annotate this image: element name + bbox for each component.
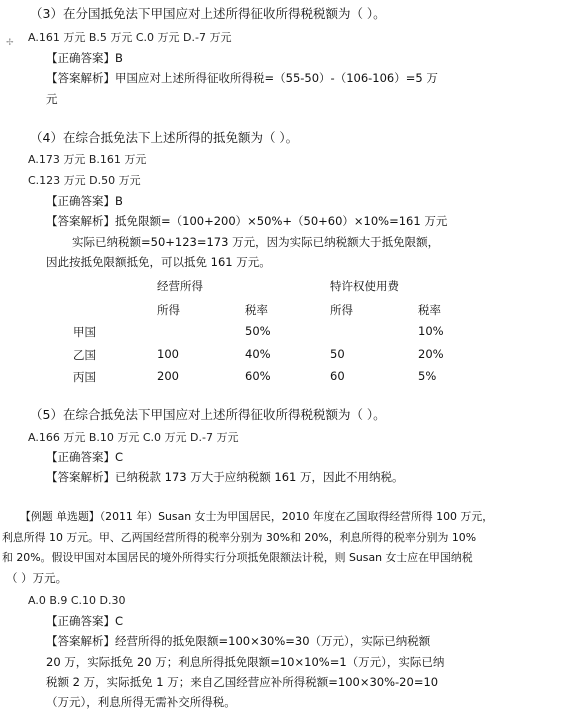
table-cell: 40% [245, 347, 271, 361]
question-3-analysis: 【答案解析】甲国应对上述所得征收所得税=（55-50）-（106-106）=5 万 [46, 71, 438, 85]
question-3: （3）在分国抵免法下甲国应对上述所得征收所得税税额为（ ）。 [30, 6, 386, 21]
example-options: A.0 B.9 C.10 D.30 [28, 594, 126, 607]
example-analysis-cont-2: 税额 2 万，实际抵免 1 万；来自乙国经营应补所得税额=100×30%-20=10 [46, 675, 439, 689]
table-row-country: 乙国 [73, 348, 96, 362]
table-row-country: 甲国 [73, 325, 96, 339]
table-header-royalty-rate: 税率 [418, 303, 441, 317]
example-question-line-2: 利息所得 10 万元。甲、乙两国经营所得的税率分别为 30%和 20%，利息所得的税率分别为 10% [2, 531, 477, 544]
example-analysis: 【答案解析】经营所得的抵免限额=100×30%=30（万元），实际已纳税额 [46, 634, 431, 648]
question-4-answer: 【正确答案】B [46, 194, 123, 208]
table-cell: 10% [418, 324, 444, 338]
example-answer: 【正确答案】C [46, 614, 124, 628]
table-header-business-rate: 税率 [245, 303, 268, 317]
question-4: （4）在综合抵免法下上述所得的抵免额为（ ）。 [30, 130, 299, 145]
table-row-country: 丙国 [73, 370, 96, 384]
table-group-business: 经营所得 [157, 279, 203, 293]
anchor-mark: ✢ [6, 38, 14, 48]
table-cell: 200 [157, 369, 179, 383]
table-cell: 60 [330, 369, 345, 383]
example-question-line-4: （ ）万元。 [6, 571, 68, 585]
question-5-answer: 【正确答案】C [46, 450, 124, 464]
table-cell: 20% [418, 347, 444, 361]
question-4-options-1: A.173 万元 B.161 万元 [28, 153, 147, 166]
table-cell: 50 [330, 347, 345, 361]
table-cell: 5% [418, 369, 437, 383]
table-cell: 50% [245, 324, 271, 338]
example-analysis-cont-1: 20 万，实际抵免 20 万；利息所得抵免限额=10×10%=1（万元），实际已纳 [46, 655, 445, 669]
question-4-analysis-cont-1: 实际已纳税额=50+123=173 万元，因为实际已纳税额大于抵免限额， [72, 235, 440, 249]
question-5: （5）在综合抵免法下甲国应对上述所得征收所得税税额为（ ）。 [30, 407, 386, 422]
question-3-options: A.161 万元 B.5 万元 C.0 万元 D.-7 万元 [28, 31, 232, 44]
example-question-line-3: 和 20%。假设甲国对本国居民的境外所得实行分项抵免限额法计税，则 Susan 女士应在甲国纳税 [2, 551, 473, 564]
question-4-analysis-cont-2: 因此按抵免限额抵免，可以抵免 161 万元。 [46, 255, 271, 269]
example-question-line-1: 【例题 单选题】（2011 年）Susan 女士为甲国居民，2010 年度在乙国取得经营所得 100 万元， [20, 510, 494, 523]
table-header-business-income: 所得 [157, 303, 180, 317]
question-4-options-2: C.123 万元 D.50 万元 [28, 174, 141, 187]
question-4-analysis: 【答案解析】抵免限额=（100+200）×50%+（50+60）×10%=161 万元 [46, 214, 448, 228]
table-header-royalty-income: 所得 [330, 303, 353, 317]
table-group-royalty: 特许权使用费 [330, 279, 399, 293]
table-cell: 60% [245, 369, 271, 383]
question-5-options: A.166 万元 B.10 万元 C.0 万元 D.-7 万元 [28, 431, 239, 444]
question-3-analysis-cont: 元 [46, 92, 58, 106]
table-cell: 100 [157, 347, 179, 361]
example-analysis-cont-3: （万元），利息所得无需补交所得税。 [46, 695, 236, 709]
question-5-analysis: 【答案解析】已纳税款 173 万大于应纳税额 161 万，因此不用纳税。 [46, 470, 404, 484]
question-3-answer: 【正确答案】B [46, 51, 123, 65]
